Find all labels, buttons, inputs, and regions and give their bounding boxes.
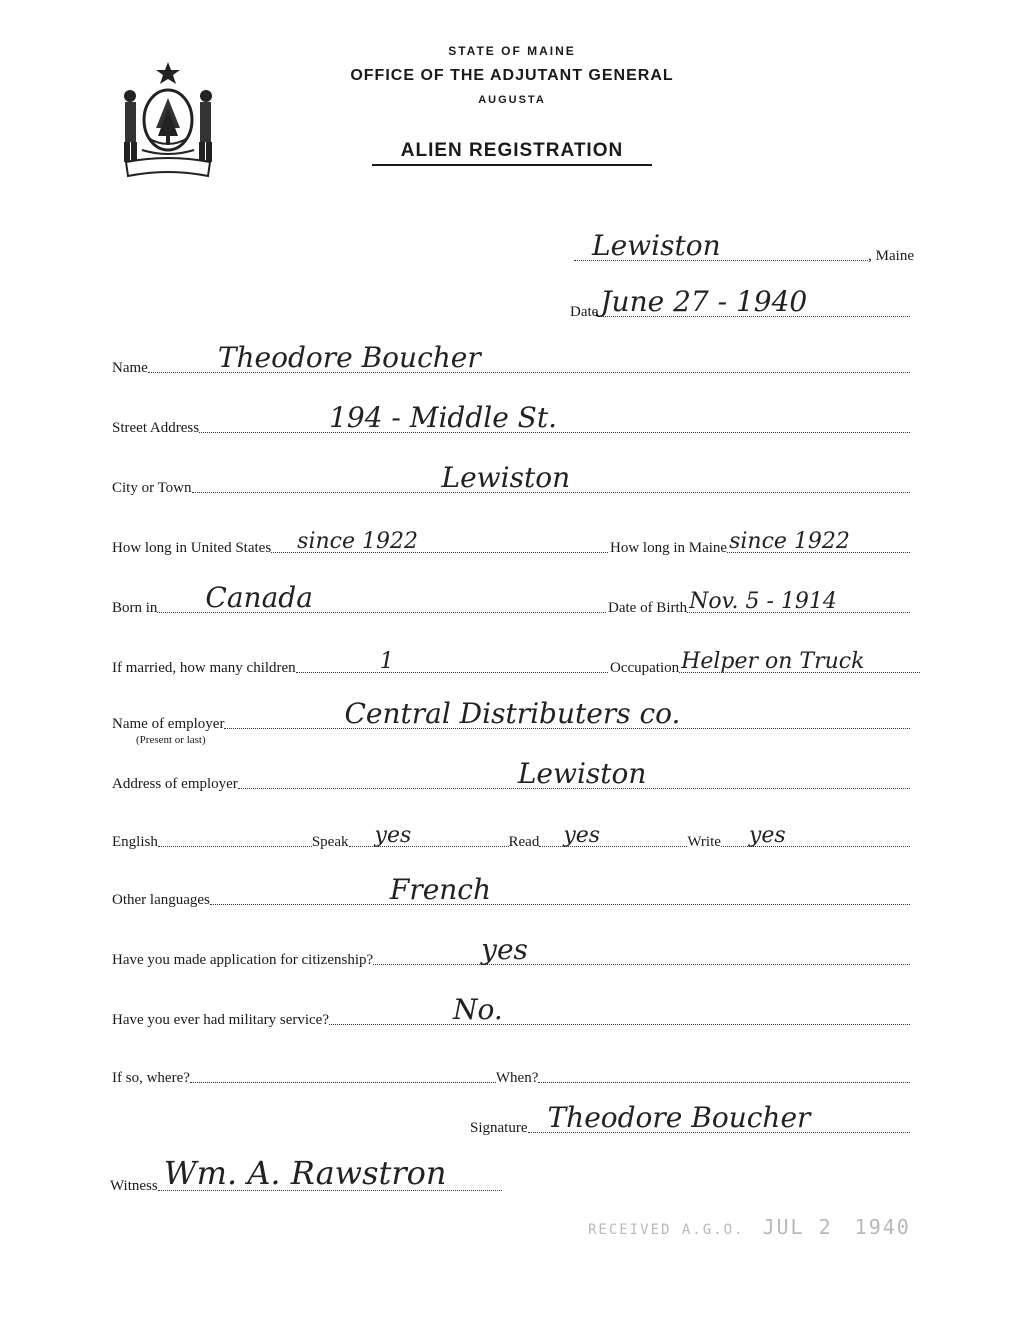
when-label: When? [495,1070,539,1086]
speak-value: yes [374,823,412,848]
street-row [112,401,910,437]
birth-date-label: Date of Birth [608,600,688,616]
how-long-us-line[interactable] [271,529,608,554]
date-line[interactable] [598,285,910,318]
born-in-line[interactable] [157,581,606,614]
citizenship-label: Have you made application for citizenship? [112,952,374,968]
birth-date-row [608,589,910,617]
how-long-maine-row [610,529,910,557]
children-line[interactable] [296,649,608,674]
read-value: yes [563,823,601,848]
signature-row [470,1101,910,1137]
citizenship-value: yes [481,933,528,966]
employer-value: Central Distributers co. [344,697,681,730]
witness-row [110,1154,502,1195]
witness-label: Witness [110,1178,158,1194]
born-in-row [112,581,606,617]
location-suffix: , Maine [868,248,914,264]
children-value: 1 [379,649,394,674]
location-value: Lewiston [592,229,721,262]
citizenship-line[interactable] [373,933,910,966]
employer-label: Name of employer [112,716,225,732]
children-label: If married, how many children [112,660,296,676]
employer-row [112,697,910,733]
employer-line[interactable] [224,697,910,730]
street-label: Street Address [112,420,200,436]
city-row [112,461,910,497]
birth-date-value: Nov. 5 - 1914 [689,589,837,614]
english-line [158,845,312,847]
military-line[interactable] [329,993,910,1026]
other-languages-label: Other languages [112,892,210,908]
witness-value: Wm. A. Rawstron [163,1154,447,1192]
where-line[interactable] [190,1081,496,1083]
header-city: AUGUSTA [478,94,546,106]
military-label: Have you ever had military service? [112,1012,329,1028]
other-languages-value: French [389,873,492,906]
city-label: City or Town [112,480,192,496]
when-line[interactable] [538,1081,910,1083]
military-value: No. [453,993,503,1026]
other-languages-row [112,873,910,909]
speak-line[interactable] [349,823,509,848]
birth-date-line[interactable] [687,589,910,614]
speak-label: Speak [311,834,349,850]
date-row [570,285,910,321]
header-state: STATE OF MAINE [448,44,576,58]
military-row [112,993,910,1029]
signature-value: Theodore Boucher [547,1101,811,1134]
witness-line[interactable] [158,1154,502,1192]
write-value: yes [748,823,786,848]
name-label: Name [112,360,148,376]
signature-line[interactable] [528,1101,911,1134]
received-stamp [588,1215,911,1239]
employer-address-value: Lewiston [517,757,647,790]
street-value: 194 - Middle St. [329,401,558,434]
english-row [112,823,910,851]
how-long-us-row [112,529,608,557]
employer-sublabel: (Present or last) [136,734,206,746]
where-label: If so, where? [112,1070,190,1086]
stamp-year: 1940 [854,1215,911,1239]
header-office: OFFICE OF THE ADJUTANT GENERAL [350,67,674,84]
stamp-text: RECEIVED A.G.O. [588,1222,745,1238]
date-value: June 27 - 1940 [600,285,808,318]
read-label: Read [508,834,540,850]
born-in-value: Canada [205,581,313,614]
name-value: Theodore Boucher [217,341,481,374]
write-line[interactable] [721,823,910,848]
form-title: ALIEN REGISTRATION [372,140,652,166]
occupation-label: Occupation [610,660,680,676]
other-languages-line[interactable] [210,873,910,906]
city-value: Lewiston [441,461,571,494]
city-line[interactable] [192,461,910,494]
street-line[interactable] [199,401,910,434]
employer-address-line[interactable] [238,757,910,790]
occupation-line[interactable] [679,649,920,674]
how-long-us-label: How long in United States [112,540,272,556]
employer-address-label: Address of employer [112,776,238,792]
write-label: Write [687,834,721,850]
stamp-month-day: JUL 2 [762,1215,833,1239]
born-in-label: Born in [112,600,158,616]
how-long-us-value: since 1922 [297,529,418,554]
location-line[interactable] [574,229,868,262]
maine-state-seal-icon [112,58,224,188]
where-when-row [112,1070,910,1087]
occupation-row [610,649,920,677]
english-label: English [112,834,158,850]
children-row [112,649,608,677]
how-long-maine-line[interactable] [727,529,910,554]
name-line[interactable] [148,341,910,374]
how-long-maine-value: since 1922 [729,529,850,554]
employer-address-row [112,757,910,793]
read-line[interactable] [539,823,687,848]
location-row [574,229,914,265]
signature-label: Signature [470,1120,528,1136]
date-label: Date [570,304,599,320]
citizenship-row [112,933,910,969]
occupation-value: Helper on Truck [681,649,865,674]
how-long-maine-label: How long in Maine [610,540,728,556]
name-row [112,341,910,377]
